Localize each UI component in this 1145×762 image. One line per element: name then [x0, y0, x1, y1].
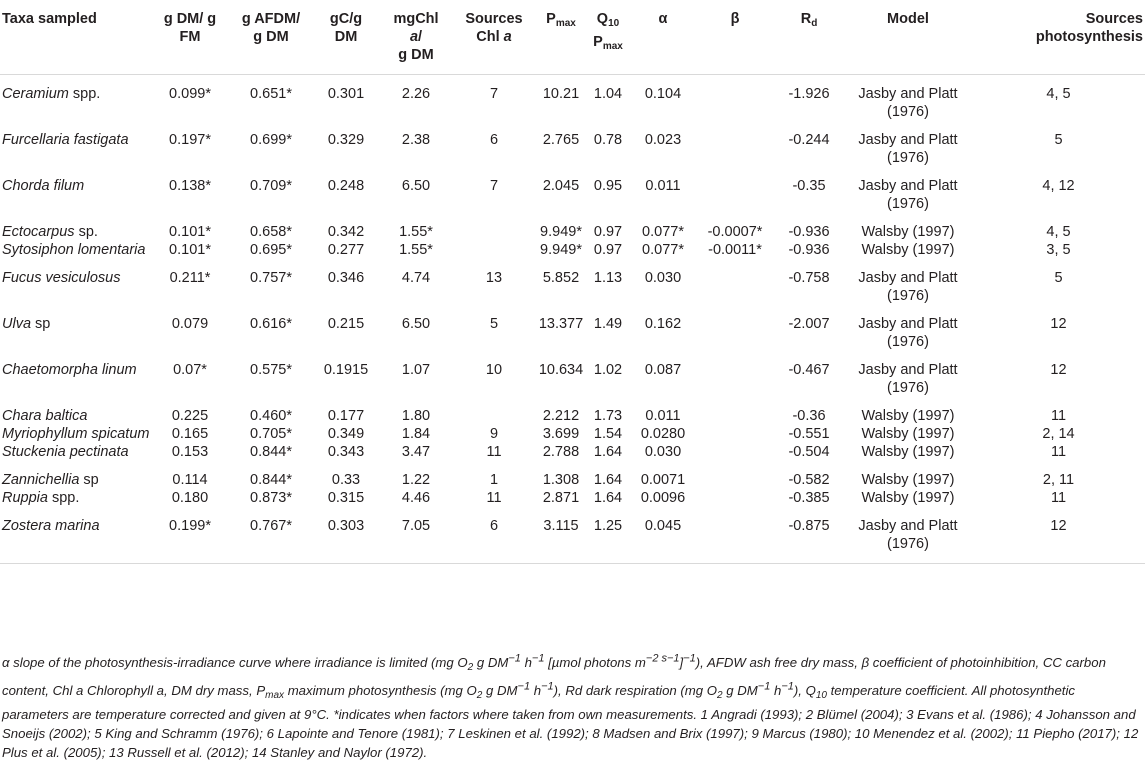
- cell-src-ps: 4, 5: [1046, 223, 1071, 240]
- cell-taxa: [0, 167, 150, 213]
- cell-gc: 0.346: [327, 269, 365, 286]
- header-rd-r: R: [800, 11, 812, 27]
- taxa-genus: Furcellaria fastigata: [2, 131, 129, 148]
- cell-taxa: [0, 259, 150, 305]
- cell-alpha: 0.0096: [640, 489, 686, 506]
- cell-taxa: [0, 213, 150, 241]
- cell-taxa: [0, 443, 150, 461]
- cell-gdm: 0.153: [171, 443, 209, 460]
- header-rd: [774, 0, 844, 74]
- cell-gdm: 0.101*: [169, 241, 211, 258]
- cell-gc: 0.215: [327, 315, 365, 332]
- header-mgchl-c: /: [418, 29, 423, 45]
- cell-chl: 1.07: [401, 361, 431, 378]
- taxa-suffix: sp: [79, 471, 99, 488]
- cell-q10: 0.95: [593, 177, 623, 194]
- cell-beta: [696, 259, 774, 305]
- cell-gafdm: 0.757*: [250, 269, 292, 286]
- cell-gafdm: 0.873*: [250, 489, 292, 506]
- cell-taxa: [0, 425, 150, 443]
- cell-alpha: 0.0071: [640, 471, 686, 488]
- table-row: [0, 351, 1145, 397]
- table-row: [0, 121, 1145, 167]
- cell-taxa: [0, 241, 150, 259]
- cell-gdm: 0.211*: [169, 269, 211, 286]
- header-beta: β: [696, 0, 774, 74]
- cell-alpha: 0.030: [644, 269, 682, 286]
- cell-gc: 0.177: [327, 407, 365, 424]
- cell-chl: 4.46: [401, 489, 431, 506]
- cell-rd: -2.007: [788, 315, 830, 332]
- cell-model: Jasby and Platt (1976): [858, 269, 958, 304]
- cell-model: Jasby and Platt (1976): [858, 131, 958, 166]
- cell-gdm: 0.180: [171, 489, 209, 506]
- cell-q10: 1.64: [593, 489, 623, 506]
- cell-beta: [696, 167, 774, 213]
- cell-gdm: 0.199*: [169, 517, 211, 534]
- cell-pmax: 2.788: [542, 443, 580, 460]
- cell-model: Jasby and Platt (1976): [858, 517, 958, 552]
- cell-beta: [696, 443, 774, 461]
- cell-src-chl: 5: [489, 315, 499, 332]
- table-row: [0, 489, 1145, 507]
- cell-chl: 1.22: [401, 471, 431, 488]
- cell-model: Walsby (1997): [861, 489, 955, 506]
- cell-gafdm: 0.616*: [250, 315, 292, 332]
- cell-gdm: 0.079: [171, 315, 209, 332]
- cell-pmax: 3.115: [543, 517, 579, 534]
- taxa-genus: Ceramium: [2, 85, 69, 102]
- cell-taxa: [0, 461, 150, 489]
- header-mgchl: [380, 0, 452, 74]
- cell-alpha: 0.077*: [642, 241, 684, 258]
- cell-rd: -0.36: [792, 407, 826, 424]
- cell-q10: 0.97: [593, 223, 623, 240]
- cell-rd: -0.467: [788, 361, 830, 378]
- cell-pmax: 9.949*: [540, 241, 582, 258]
- cell-q10: 0.97: [593, 241, 623, 258]
- header-src-ps: Sources photosynthesis: [972, 0, 1145, 74]
- cell-taxa: [0, 74, 150, 121]
- table-row: [0, 461, 1145, 489]
- taxa-genus: Chara baltica: [2, 407, 88, 424]
- cell-src-ps: 11: [1050, 443, 1067, 460]
- cell-src-ps: 11: [1050, 489, 1067, 506]
- cell-src-ps: 11: [1050, 407, 1067, 424]
- cell-model: Walsby (1997): [861, 443, 955, 460]
- table-row: [0, 259, 1145, 305]
- cell-beta: [696, 461, 774, 489]
- cell-src-chl: [452, 241, 536, 259]
- cell-beta: [696, 305, 774, 351]
- cell-src-ps: 2, 11: [1042, 471, 1075, 488]
- cell-gafdm: 0.709*: [250, 177, 292, 194]
- header-q10-q: Q: [596, 11, 609, 27]
- cell-chl: 3.47: [401, 443, 431, 460]
- cell-gdm: 0.138*: [169, 177, 211, 194]
- cell-src-chl: 7: [489, 85, 499, 102]
- header-src-chl: [452, 0, 536, 74]
- cell-beta: [696, 425, 774, 443]
- cell-gdm: 0.165: [171, 425, 209, 442]
- cell-gc: 0.301: [327, 85, 365, 102]
- cell-taxa: [0, 351, 150, 397]
- cell-chl: 1.55*: [399, 241, 433, 258]
- cell-alpha: 0.030: [644, 443, 682, 460]
- cell-src-chl: 9: [489, 425, 499, 442]
- cell-src-ps: 3, 5: [1046, 241, 1071, 258]
- cell-chl: 7.05: [401, 517, 431, 534]
- cell-src-chl: 6: [489, 517, 499, 534]
- cell-src-chl: 7: [489, 177, 499, 194]
- table-row: [0, 241, 1145, 259]
- header-mgchl-b: a: [409, 29, 419, 45]
- table-row: [0, 167, 1145, 213]
- table-row: [0, 425, 1145, 443]
- taxa-genus: Stuckenia pectinata: [2, 443, 129, 460]
- cell-src-chl: 6: [489, 131, 499, 148]
- cell-rd: -0.244: [788, 131, 830, 148]
- cell-alpha: 0.011: [645, 407, 681, 424]
- header-q10-sub: 10: [608, 18, 620, 29]
- cell-beta: [696, 351, 774, 397]
- cell-q10: 1.54: [593, 425, 623, 442]
- taxa-suffix: sp: [31, 315, 51, 332]
- cell-gafdm: 0.705*: [250, 425, 292, 442]
- cell-src-ps: 5: [1054, 131, 1063, 148]
- cell-gafdm: 0.575*: [250, 361, 292, 378]
- header-taxa: Taxa sampled: [0, 0, 150, 74]
- cell-rd: -0.504: [788, 443, 830, 460]
- cell-model: Walsby (1997): [861, 425, 955, 442]
- cell-rd: -0.582: [788, 471, 830, 488]
- table-row: [0, 213, 1145, 241]
- cell-alpha: 0.0280: [640, 425, 686, 442]
- header-gc: gC/g DM: [312, 0, 380, 74]
- cell-gdm: 0.07*: [173, 361, 207, 378]
- cell-taxa: [0, 121, 150, 167]
- taxa-suffix: sp.: [74, 223, 98, 240]
- cell-chl: 1.80: [401, 407, 431, 424]
- taxa-genus: Zostera marina: [2, 517, 100, 534]
- cell-q10: 1.25: [593, 517, 623, 534]
- taxa-genus: Myriophyllum spicatum: [2, 425, 150, 442]
- cell-pmax: 5.852: [542, 269, 580, 286]
- taxa-genus: Chorda filum: [2, 177, 85, 194]
- cell-gdm: 0.225: [171, 407, 209, 424]
- cell-pmax: 10.634: [538, 361, 584, 378]
- header-pmax: [536, 0, 586, 74]
- cell-beta: [696, 507, 774, 564]
- cell-rd: -0.551: [788, 425, 830, 442]
- cell-pmax: 2.212: [542, 407, 580, 424]
- cell-src-ps: 4, 5: [1046, 85, 1071, 102]
- cell-chl: 6.50: [401, 177, 431, 194]
- cell-model: Jasby and Platt (1976): [858, 177, 958, 212]
- header-gdm: g DM/ g FM: [150, 0, 230, 74]
- header-src-chl-b: a: [503, 29, 512, 45]
- table-footnote: [2, 650, 1140, 762]
- cell-rd: -0.385: [788, 489, 830, 506]
- cell-chl: 1.84: [401, 425, 431, 442]
- table-row: [0, 507, 1145, 564]
- cell-rd: -0.35: [792, 177, 826, 194]
- cell-src-chl: 1: [489, 471, 499, 488]
- cell-gc: 0.33: [331, 471, 361, 488]
- cell-model: Walsby (1997): [861, 241, 955, 258]
- cell-beta: -0.0007*: [707, 223, 763, 240]
- cell-gc: 0.303: [327, 517, 365, 534]
- header-gafdm: g AFDM/ g DM: [230, 0, 312, 74]
- cell-chl: 6.50: [401, 315, 431, 332]
- cell-alpha: 0.077*: [642, 223, 684, 240]
- cell-src-chl: 11: [486, 443, 502, 460]
- header-alpha: α: [630, 0, 696, 74]
- table-row: [0, 397, 1145, 425]
- cell-pmax: 2.045: [542, 177, 580, 194]
- cell-src-ps: 12: [1050, 361, 1067, 378]
- taxa-suffix: spp.: [47, 489, 80, 506]
- cell-beta: [696, 397, 774, 425]
- cell-q10: 1.13: [593, 269, 623, 286]
- table-row: [0, 305, 1145, 351]
- header-rd-sub: d: [811, 18, 818, 29]
- cell-pmax: 10.21: [542, 85, 580, 102]
- table-row: [0, 443, 1145, 461]
- taxa-genus: Sytosiphon lomentaria: [2, 241, 146, 258]
- cell-q10: 1.64: [593, 471, 623, 488]
- cell-taxa: [0, 507, 150, 564]
- taxa-genus: Chaetomorpha linum: [2, 361, 137, 378]
- header-model: Model: [844, 0, 972, 74]
- cell-src-chl: [452, 213, 536, 241]
- cell-beta: [696, 74, 774, 121]
- table-row: [0, 74, 1145, 121]
- cell-gafdm: 0.658*: [250, 223, 292, 240]
- cell-src-ps: 4, 12: [1042, 177, 1075, 194]
- cell-gc: 0.342: [327, 223, 365, 240]
- footnote-rich: α slope of the photosynthesis-irradiance curve where irradiance is limited (mg $O_2$ g $DM^{-1}$ $h^{-1}$ [µmol photons $m^{-2 s-1}]^{-1}$), AFDW ash free dry mass, β coefficient of photoinhibition, CC carbon content, Chl a Chlorophyll a, DM dry mass, $P_{max}$ maximum photosynthesis (mg $O_2$ g $DM^{-1}$ $h^{-1}$), Rd dark respiration (mg $O_2$ g $DM^{-1}$ $h^{-1}$), $Q_{10}$ temperature coefficient. All photosynthetic parameters are temperature corrected and given at 9°C. *indicates when factors where taken from own measurements. 1 Angradi (1993); 2 Blümel (2004); 3 Evans et al. (1986); 4 Johansson and Snoeijs (2002); 5 King and Schramm (1976); 6 Lapointe and Tenore (1981); 7 Leskinen et al. (1992); 8 Madsen and Brix (1997); 9 Marcus (1980); 10 Menendez et al. (2002); 11 Piepho (2017); 12 Plus et al. (2005); 13 Russell et al. (2012); 14 Stanley and Naylor (1972).: [2, 653, 1139, 760]
- cell-alpha: 0.045: [644, 517, 682, 534]
- taxa-genus: Ectocarpus: [2, 223, 75, 240]
- cell-taxa: [0, 397, 150, 425]
- cell-src-chl: 10: [485, 361, 503, 378]
- cell-gafdm: 0.844*: [250, 443, 292, 460]
- header-q10-sub2: max: [602, 41, 623, 52]
- cell-beta: -0.0011*: [708, 241, 762, 258]
- cell-chl: 2.38: [401, 131, 431, 148]
- cell-gc: 0.248: [327, 177, 365, 194]
- cell-alpha: 0.023: [644, 131, 682, 148]
- cell-taxa: [0, 489, 150, 507]
- cell-chl: 1.55*: [399, 223, 433, 240]
- cell-gafdm: 0.460*: [250, 407, 292, 424]
- cell-gdm: 0.101*: [169, 223, 211, 240]
- cell-gafdm: 0.699*: [250, 131, 292, 148]
- cell-q10: 1.49: [593, 315, 623, 332]
- cell-src-ps: 12: [1050, 315, 1067, 332]
- header-mgchl-d: g DM: [398, 47, 434, 63]
- cell-src-ps: 5: [1054, 269, 1063, 286]
- cell-src-ps: 2, 14: [1042, 425, 1075, 442]
- cell-taxa: [0, 305, 150, 351]
- cell-model: Jasby and Platt (1976): [858, 315, 958, 350]
- cell-gc: 0.349: [327, 425, 365, 442]
- taxa-suffix: spp.: [68, 85, 101, 102]
- cell-gc: 0.1915: [323, 361, 369, 378]
- cell-gafdm: 0.695*: [250, 241, 292, 258]
- cell-model: Jasby and Platt (1976): [858, 85, 958, 120]
- header-src-chl-a: Sources Chl: [465, 11, 523, 45]
- header-row: [0, 0, 1145, 74]
- cell-q10: 1.04: [593, 85, 623, 102]
- header-q10: [586, 0, 630, 74]
- cell-gc: 0.315: [327, 489, 365, 506]
- table-body: [0, 74, 1145, 563]
- cell-rd: -1.926: [788, 85, 830, 102]
- cell-gdm: 0.099*: [169, 85, 211, 102]
- cell-q10: 1.64: [593, 443, 623, 460]
- cell-src-chl: 13: [485, 269, 503, 286]
- cell-beta: [696, 489, 774, 507]
- cell-src-ps: 12: [1050, 517, 1067, 534]
- taxa-genus: Ulva: [2, 315, 32, 332]
- taxa-genus: Fucus vesiculosus: [2, 269, 121, 286]
- cell-pmax: 2.765: [542, 131, 580, 148]
- cell-pmax: 13.377: [538, 315, 584, 332]
- header-pmax-sub: max: [555, 18, 576, 29]
- taxa-genus: Ruppia: [2, 489, 48, 506]
- cell-rd: -0.875: [788, 517, 830, 534]
- cell-alpha: 0.162: [644, 315, 682, 332]
- cell-model: Walsby (1997): [861, 471, 955, 488]
- cell-rd: -0.936: [788, 223, 830, 240]
- cell-pmax: 3.699: [542, 425, 580, 442]
- cell-pmax: 1.308: [542, 471, 580, 488]
- cell-beta: [696, 121, 774, 167]
- cell-pmax: 9.949*: [540, 223, 582, 240]
- cell-alpha: 0.011: [645, 177, 681, 194]
- header-pmax-p: P: [546, 11, 556, 27]
- cell-pmax: 2.871: [542, 489, 580, 506]
- cell-gdm: 0.114: [172, 471, 208, 488]
- cell-model: Walsby (1997): [861, 223, 955, 240]
- cell-alpha: 0.087: [644, 361, 682, 378]
- cell-src-chl: 11: [486, 489, 502, 506]
- cell-q10: 0.78: [593, 131, 623, 148]
- cell-rd: -0.758: [788, 269, 830, 286]
- header-mgchl-a: mgChl: [393, 11, 439, 27]
- cell-gafdm: 0.767*: [250, 517, 292, 534]
- cell-model: Walsby (1997): [861, 407, 955, 424]
- cell-gafdm: 0.651*: [250, 85, 292, 102]
- cell-alpha: 0.104: [644, 85, 682, 102]
- cell-q10: 1.73: [593, 407, 623, 424]
- cell-chl: 4.74: [401, 269, 431, 286]
- cell-model: Jasby and Platt (1976): [858, 361, 958, 396]
- taxa-genus: Zannichellia: [2, 471, 80, 488]
- cell-chl: 2.26: [401, 85, 431, 102]
- header-q10-p: P: [593, 34, 603, 50]
- cell-gafdm: 0.844*: [250, 471, 292, 488]
- cell-q10: 1.02: [593, 361, 623, 378]
- cell-gc: 0.329: [327, 131, 365, 148]
- table-header: [0, 0, 1145, 74]
- cell-gc: 0.343: [327, 443, 365, 460]
- cell-rd: -0.936: [788, 241, 830, 258]
- cell-src-chl: [452, 397, 536, 425]
- cell-gc: 0.277: [327, 241, 365, 258]
- cell-gdm: 0.197*: [169, 131, 211, 148]
